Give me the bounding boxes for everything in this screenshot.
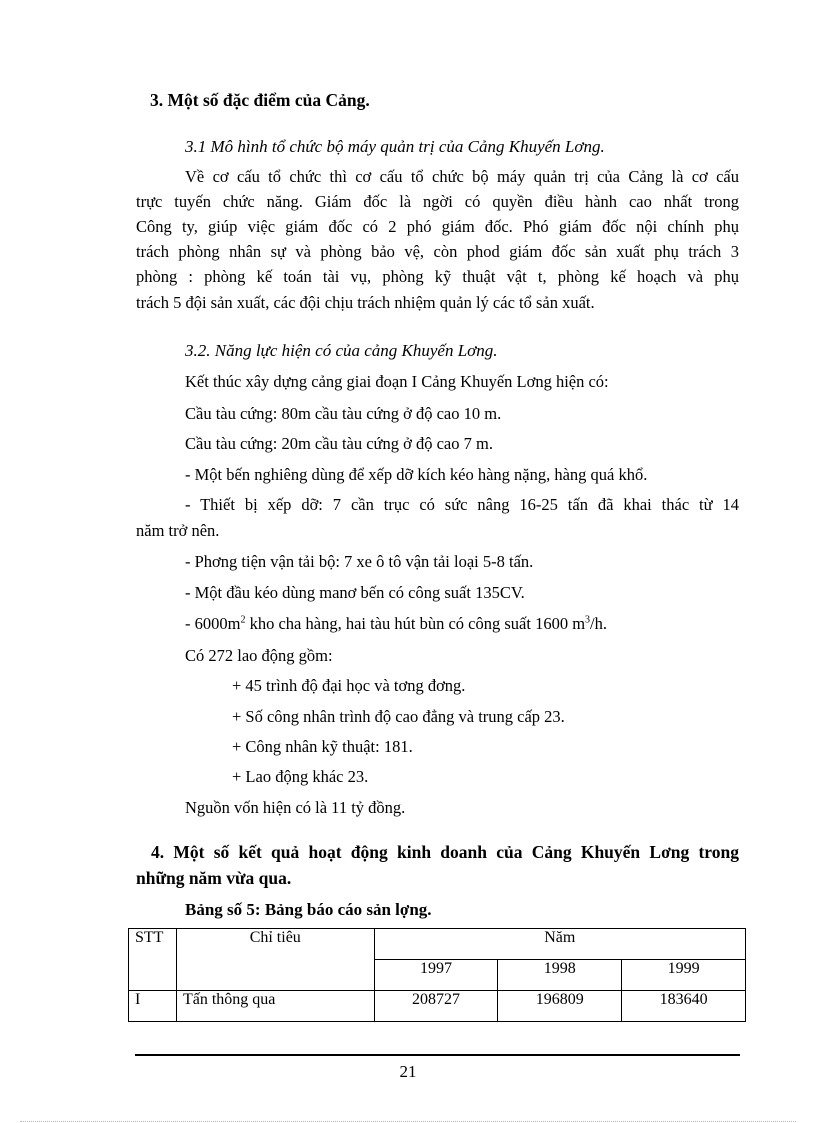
year-cell: 1998	[498, 960, 622, 991]
capacity-intro: Kết thúc xây dựng cảng giai đoạn I Cảng Khuyến Lơng hiện có:	[185, 372, 609, 391]
section-3-heading: 3. Một số đặc điểm của Cảng.	[150, 90, 370, 110]
capacity-line: Cầu tàu cứng: 20m cầu tàu cứng ở độ cao 7 m.	[185, 434, 493, 453]
labor-bullet: + Số công nhân trình độ cao đẳng và trung cấp 23.	[232, 707, 565, 726]
capacity-line: - Phơng tiện vận tải bộ: 7 xe ô tô vận tải loại 5-8 tấn.	[185, 552, 534, 571]
section-4-heading	[136, 839, 739, 891]
para1-line-1: Về cơ cấu tổ chức thì cơ cấu tổ chức bộ máy quản trị của Cảng là cơ cấu	[185, 167, 739, 186]
header-year: Năm	[374, 929, 745, 960]
capacity-line: - Một bến nghiêng dùng để xếp dỡ kích kéo hàng nặng, hàng quá khổ.	[185, 465, 648, 484]
labor-intro: Có 272 lao động gồm:	[185, 646, 333, 665]
para1-line-6: trách 5 đội sản xuất, các đội chịu trách nhiệm quản lý các tổ sản xuất.	[136, 293, 595, 312]
para1-line-3: Công ty, giúp việc giám đốc có 2 phó giám đốc. Phó giám đốc nội chính phụ	[136, 217, 739, 236]
table-caption: Bảng số 5: Bảng báo cáo sản lợng.	[185, 900, 432, 919]
labor-bullet: + Lao động khác 23.	[232, 767, 369, 786]
table-header-row	[129, 929, 746, 960]
labor-bullet: + 45 trình độ đại học và tơng đơng.	[232, 676, 466, 695]
section-4-heading-line-2: những năm vừa qua.	[136, 868, 292, 888]
page-number: 21	[399, 1062, 417, 1081]
header-stt: STT	[129, 929, 177, 991]
year-cell: 1999	[622, 960, 746, 991]
capacity-line-cont: năm trở nên.	[136, 521, 220, 540]
value-cell: 183640	[622, 991, 746, 1022]
header-indicator: Chỉ tiêu	[176, 929, 374, 991]
para1-line-4: trách phòng nhân sự và phòng bảo vệ, còn phod giám đốc sản xuất phụ trách 3	[136, 242, 739, 261]
capacity-line: - Thiết bị xếp dỡ: 7 cần trục có sức nâng 16-25 tấn đã khai thác từ 14	[185, 495, 739, 514]
output-table	[128, 928, 746, 1022]
table-row	[129, 991, 746, 1022]
capacity-line: - Một đầu kéo dùng manơ bến có công suất 135CV.	[185, 583, 525, 602]
value-cell: 196809	[498, 991, 622, 1022]
para1-line-2: trực tuyến chức năng. Giám đốc là ngời có quyền điều hành cao nhất trong	[136, 192, 739, 211]
capacity-line: Cầu tàu cứng: 80m cầu tàu cứng ở độ cao 10 m.	[185, 404, 502, 423]
subsection-3-2-heading: 3.2. Năng lực hiện có của cảng Khuyến Lơng.	[185, 341, 498, 360]
capacity-line-storage: - $6000m^2$ kho cha hàng, hai tàu hút bùn có công suất 1600 $m^3/h$.	[185, 614, 607, 633]
labor-bullet: + Công nhân kỹ thuật: 181.	[232, 737, 413, 756]
row-stt: I	[129, 991, 177, 1022]
page-edge-divider	[20, 1121, 796, 1122]
year-cell: 1997	[374, 960, 498, 991]
row-label: Tấn thông qua	[176, 991, 374, 1022]
capital-line: Nguồn vốn hiện có là 11 tỷ đồng.	[185, 798, 406, 817]
footer-divider	[135, 1054, 740, 1056]
para1-line-5: phòng : phòng kế toán tài vụ, phòng kỹ thuật vật t, phòng kế hoạch và phụ	[136, 267, 739, 286]
value-cell: 208727	[374, 991, 498, 1022]
subsection-3-1-heading: 3.1 Mô hình tổ chức bộ máy quản trị của Cảng Khuyến Lơng.	[185, 137, 605, 156]
section-4-heading-line-1: 4. Một số kết quả hoạt động kinh doanh của Cảng Khuyến Lơng trong	[151, 842, 739, 862]
